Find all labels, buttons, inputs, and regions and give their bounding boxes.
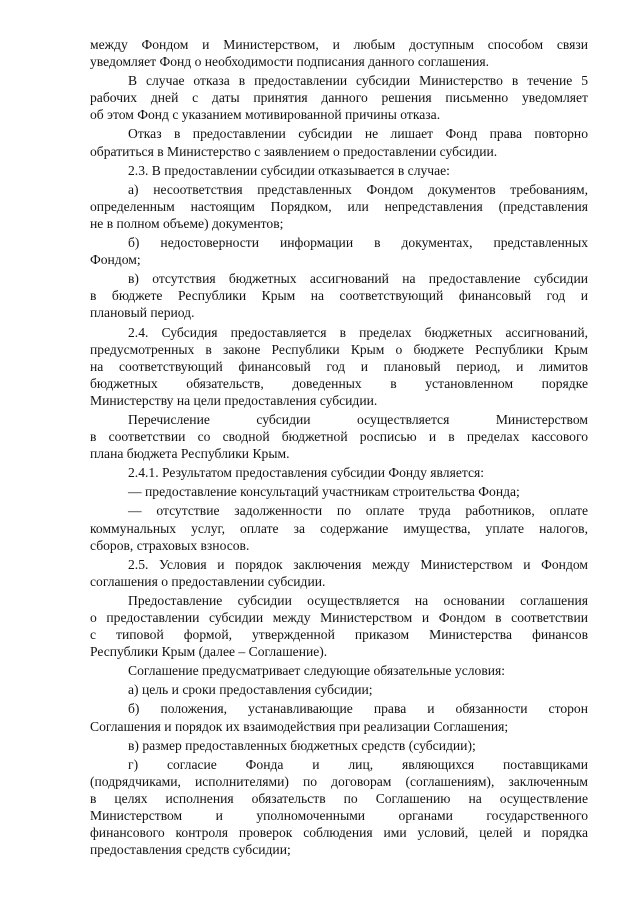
text-line: 2.4. Субсидия предоставляется в пределах бюджетных ассигнований, bbox=[128, 324, 588, 340]
text-line: Перечисление субсидии осуществляется Министерством bbox=[128, 411, 588, 427]
text-line: 2.3. В предоставлении субсидии отказывается в случае: bbox=[128, 162, 450, 178]
text-line: рабочих дней с даты принятия данного решения письменно уведомляет bbox=[90, 90, 588, 106]
paragraph bbox=[90, 36, 588, 70]
text-line: сборов, страховых взносов. bbox=[90, 537, 250, 553]
paragraph bbox=[90, 125, 588, 159]
text-line: в бюджете Республики Крым на соответствующий финансовый год и bbox=[90, 288, 588, 304]
text-line: бюджетных обязательств, доведенных в установленном порядке bbox=[90, 375, 588, 391]
text-line: плана бюджета Республики Крым. bbox=[90, 446, 290, 462]
text-line: г) согласие Фонда и лиц, являющихся поставщиками bbox=[128, 756, 588, 772]
text-line: Соглашения и порядок их взаимодействия при реализации Соглашения; bbox=[90, 718, 509, 734]
text-line: финансового контроля проверок соблюдения ими условий, целей и порядка bbox=[90, 825, 588, 841]
text-line: Министерством и уполномоченными органами государственного bbox=[90, 808, 588, 824]
text-line: между Фондом и Министерством, и любым доступным способом связи bbox=[90, 37, 588, 52]
paragraph bbox=[90, 700, 588, 734]
paragraph bbox=[90, 324, 588, 409]
paragraph bbox=[90, 756, 588, 859]
text-line: — предоставление консультаций участникам строительства Фонда; bbox=[128, 484, 520, 500]
paragraph bbox=[90, 411, 588, 462]
paragraph bbox=[90, 737, 588, 754]
paragraph bbox=[90, 181, 588, 232]
text-line: о предоставлении субсидии между Министерством и Фондом в соответствии bbox=[90, 610, 588, 625]
text-line: предусмотренных в законе Республики Крым о бюджете Республики Крым bbox=[90, 341, 588, 357]
text-line: Фондом; bbox=[90, 252, 141, 268]
text-line: Министерству на цели предоставления субсидии. bbox=[90, 392, 378, 408]
text-line: 2.5. Условия и порядок заключения между Министерством и Фондом bbox=[128, 556, 588, 572]
text-line: 2.4.1. Результатом предоставления субсидии Фонду является: bbox=[128, 465, 485, 481]
paragraph bbox=[90, 270, 588, 321]
paragraph bbox=[90, 162, 588, 179]
text-line: Отказ в предоставлении субсидии не лишает Фонд права повторно bbox=[128, 126, 588, 142]
text-line: а) цель и сроки предоставления субсидии; bbox=[128, 682, 373, 698]
text-line: б) положения, устанавливающие права и обязанности сторон bbox=[128, 701, 588, 717]
text-line: а) несоответствия представленных Фондом документов требованиям, bbox=[128, 181, 588, 197]
text-line: в целях исполнения обязательств по Соглашению на осуществление bbox=[90, 790, 588, 806]
text-line: В случае отказа в предоставлении субсидии Министерство в течение 5 bbox=[128, 73, 588, 89]
text-line: — отсутствие задолженности по оплате труда работников, оплате bbox=[128, 503, 588, 519]
text-line: не в полном объеме) документов; bbox=[90, 215, 284, 231]
text-line: Соглашение предусматривает следующие обязательные условия: bbox=[128, 663, 506, 679]
text-line: в соответствии со сводной бюджетной росписью и в пределах кассового bbox=[90, 429, 588, 445]
text-line: (подрядчиками, исполнителями) по договорам (соглашениям), заключенным bbox=[90, 773, 588, 789]
paragraph bbox=[90, 464, 588, 481]
text-line: Предоставление субсидии осуществляется на основании соглашения bbox=[128, 592, 588, 608]
document-page bbox=[90, 36, 588, 858]
paragraph bbox=[90, 483, 588, 500]
text-line: в) отсутствия бюджетных ассигнований на предоставление субсидии bbox=[128, 271, 588, 287]
text-line: уведомляет Фонд о необходимости подписания данного соглашения. bbox=[90, 54, 490, 70]
paragraph bbox=[90, 556, 588, 590]
text-line: в) размер предоставленных бюджетных средств (субсидии); bbox=[128, 737, 476, 753]
paragraph bbox=[90, 592, 588, 660]
paragraph bbox=[90, 502, 588, 553]
text-line: на соответствующий финансовый год и плановый период, и лимитов bbox=[90, 358, 588, 374]
paragraph bbox=[90, 681, 588, 698]
paragraph bbox=[90, 662, 588, 679]
paragraph bbox=[90, 72, 588, 123]
text-line: Республики Крым (далее – Соглашение). bbox=[90, 644, 328, 660]
paragraph bbox=[90, 234, 588, 268]
text-line: с типовой формой, утвержденной приказом Министерства финансов bbox=[90, 627, 588, 643]
text-line: соглашения о предоставлении субсидии. bbox=[90, 573, 326, 589]
text-line: предоставления средств субсидии; bbox=[90, 842, 291, 858]
text-line: обратиться в Министерство с заявлением о предоставлении субсидии. bbox=[90, 143, 498, 159]
text-line: коммунальных услуг, оплате за содержание имущества, уплате налогов, bbox=[90, 520, 588, 536]
text-line: определенным настоящим Порядком, или непредставления (представления bbox=[90, 198, 588, 214]
text-line: б) недостоверности информации в документах, представленных bbox=[128, 235, 588, 251]
text-line: плановый период. bbox=[90, 305, 195, 321]
text-line: об этом Фонд с указанием мотивированной причины отказа. bbox=[90, 107, 441, 123]
